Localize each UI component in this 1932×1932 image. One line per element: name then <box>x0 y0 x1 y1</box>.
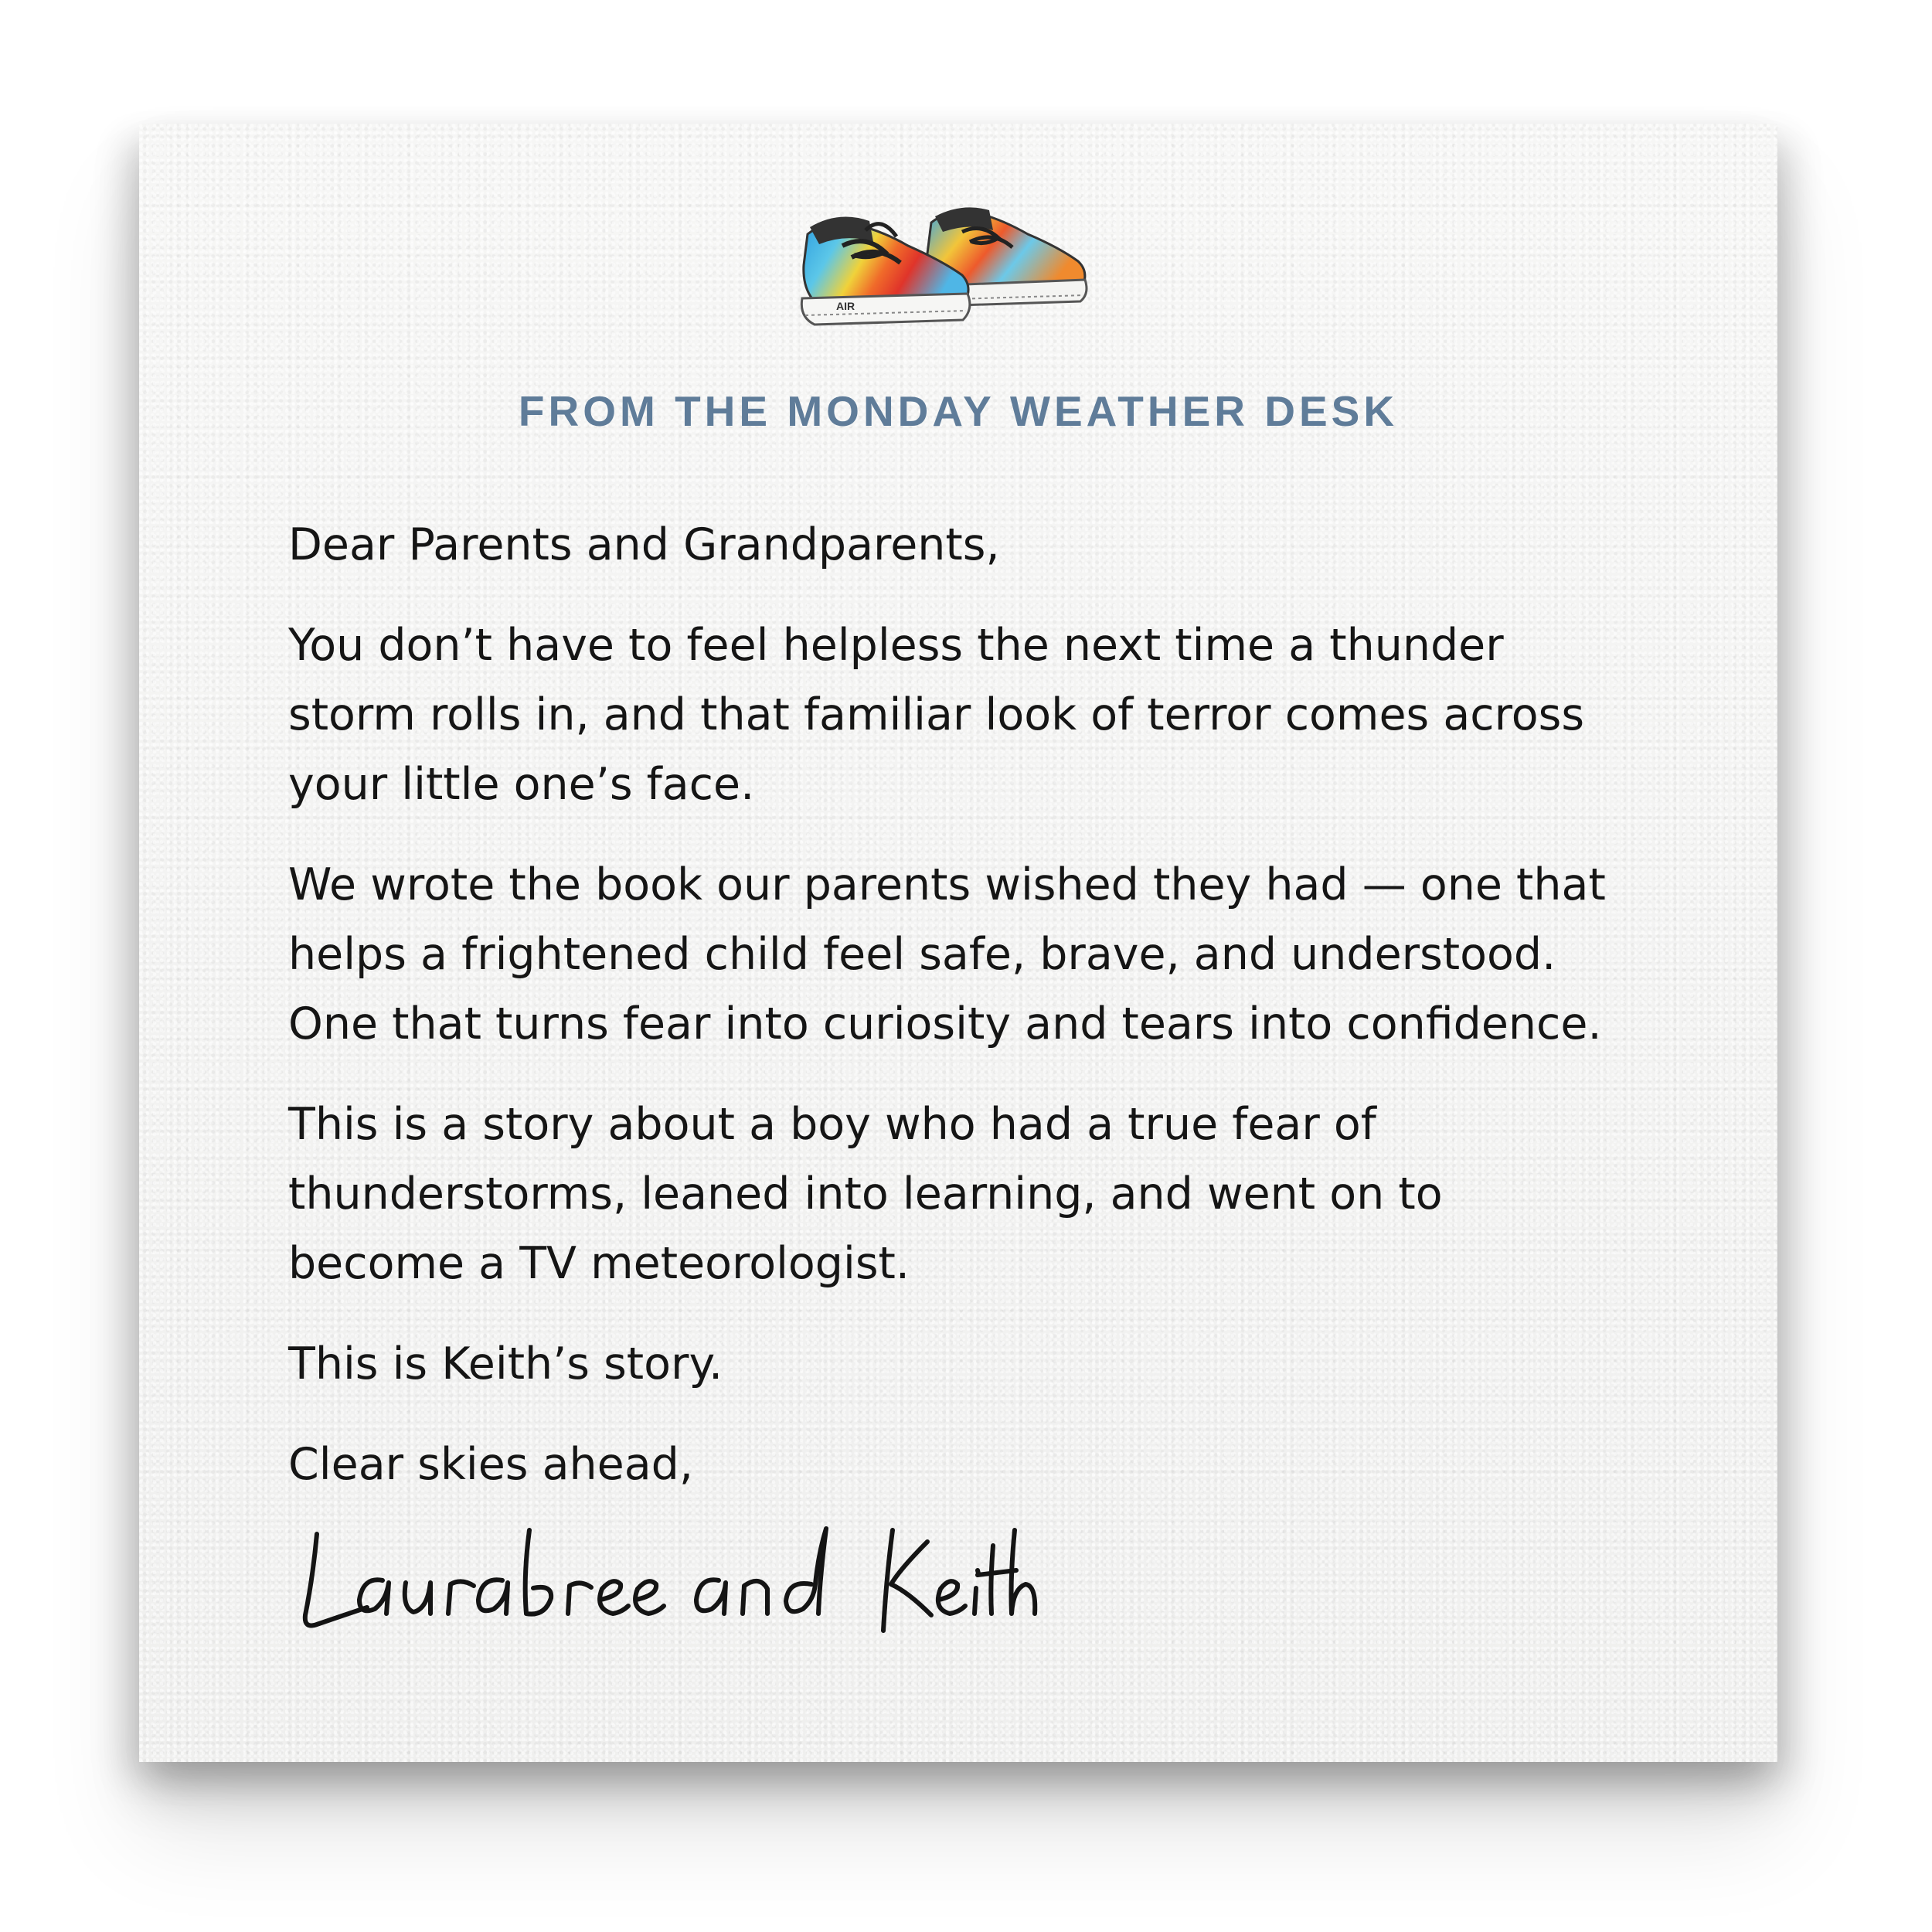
page-heading: FROM THE MONDAY WEATHER DESK <box>518 387 1399 435</box>
closing: Clear skies ahead, <box>288 1439 693 1490</box>
paragraph-3-line-1: This is a story about a boy who had a true fear of <box>288 1099 1376 1150</box>
paragraph-1-line-2: storm rolls in, and that familiar look of terror comes across <box>288 689 1585 740</box>
paragraph-3-line-2: thunderstorms, leaned into learning, and went on to <box>288 1168 1443 1219</box>
greeting: Dear Parents and Grandparents, <box>288 519 1000 570</box>
sneaker-brand-text: AIR <box>836 300 855 312</box>
sneakers-illustration <box>796 199 1097 338</box>
letter-body <box>288 510 1648 1530</box>
paragraph-1 <box>288 611 1648 819</box>
paragraph-2-line-1: We wrote the book our parents wished they had — one that <box>288 859 1606 910</box>
paragraph-4: This is Keith’s story. <box>288 1338 723 1389</box>
paragraph-1-line-3: your little one’s face. <box>288 759 755 810</box>
paragraph-2-line-3: One that turns fear into curiosity and tears into confidence. <box>288 998 1602 1049</box>
paragraph-3 <box>288 1090 1648 1298</box>
paragraph-3-line-3: become a TV meteorologist. <box>288 1238 910 1289</box>
paragraph-2 <box>288 850 1648 1059</box>
signature <box>282 1515 1055 1646</box>
paragraph-2-line-2: helps a frightened child feel safe, brave, and understood. <box>288 929 1556 980</box>
paragraph-1-line-1: You don’t have to feel helpless the next time a thunder <box>288 620 1504 671</box>
